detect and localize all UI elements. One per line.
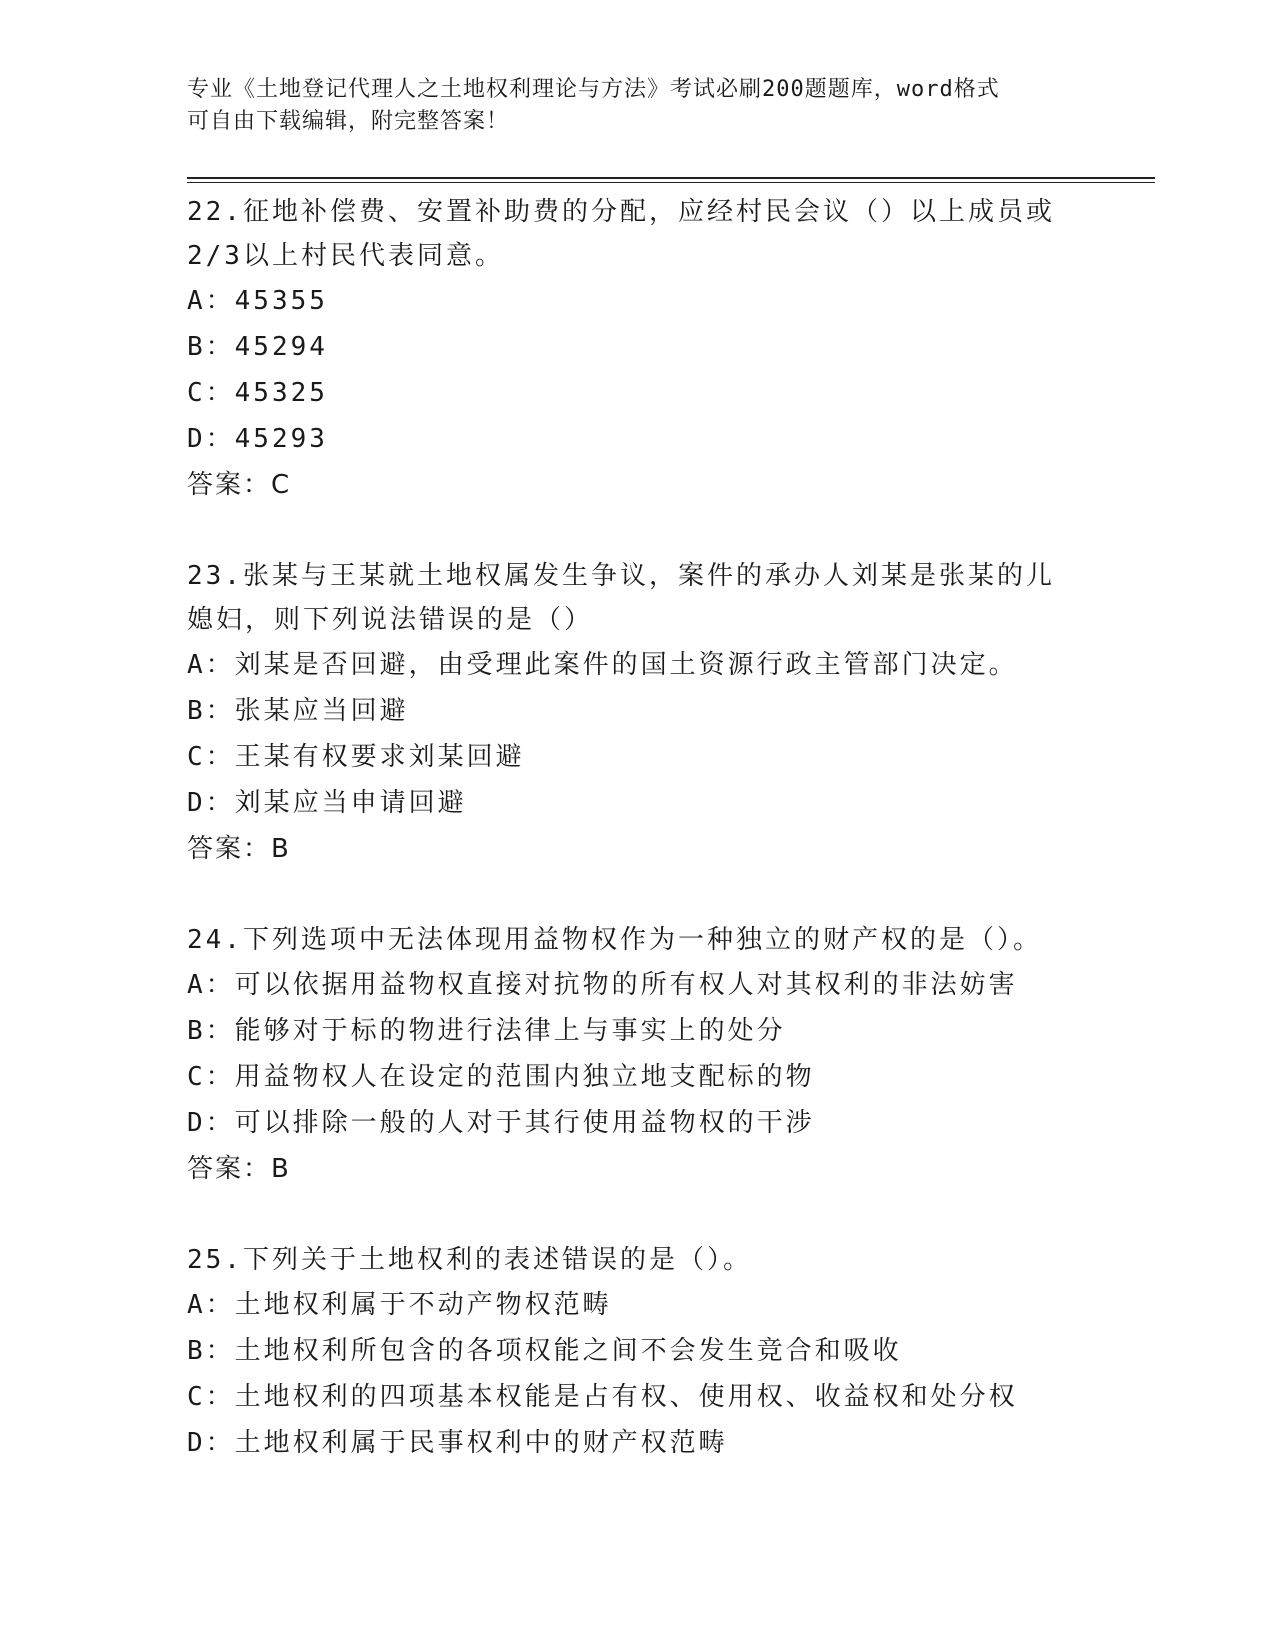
option-a: A：刘某是否回避，由受理此案件的国土资源行政主管部门决定。 <box>187 650 1018 680</box>
option-d: D：土地权利属于民事权利中的财产权范畴 <box>187 1428 728 1458</box>
question-text: 25.下列关于土地权利的表述错误的是（）。 <box>187 1245 752 1275</box>
option-c: C：土地权利的四项基本权能是占有权、使用权、收益权和处分权 <box>187 1382 1018 1412</box>
option-c: C：用益物权人在设定的范围内独立地支配标的物 <box>187 1062 815 1092</box>
answer-line: 答案：B <box>187 834 291 864</box>
option-c: C：45325 <box>187 378 328 408</box>
option-d: D：刘某应当申请回避 <box>187 788 467 818</box>
option-c: C：王某有权要求刘某回避 <box>187 742 525 772</box>
question-25 <box>187 1238 1087 1466</box>
option-d: D：可以排除一般的人对于其行使用益物权的干涉 <box>187 1108 815 1138</box>
option-a: A：土地权利属于不动产物权范畴 <box>187 1290 612 1320</box>
question-text: 22.征地补偿费、安置补助费的分配，应经村民会议（）以上成员或2/3以上村民代表同意。 <box>187 197 1055 271</box>
header-divider-thin <box>187 182 1155 183</box>
question-22 <box>187 190 1087 508</box>
question-23 <box>187 554 1087 872</box>
option-d: D：45293 <box>187 424 328 454</box>
option-a: A：可以依据用益物权直接对抗物的所有权人对其权利的非法妨害 <box>187 970 1018 1000</box>
option-b: B：土地权利所包含的各项权能之间不会发生竞合和吸收 <box>187 1336 902 1366</box>
question-text: 24.下列选项中无法体现用益物权作为一种独立的财产权的是（）。 <box>187 925 1042 955</box>
header-line-1: 专业《土地登记代理人之土地权利理论与方法》考试必刷200题题库，word格式 <box>187 77 1000 102</box>
question-text: 23.张某与王某就土地权属发生争议，案件的承办人刘某是张某的儿媳妇，则下列说法错误的是（） <box>187 561 1055 635</box>
option-b: B：张某应当回避 <box>187 696 409 726</box>
header-line-2: 可自由下载编辑，附完整答案！ <box>187 109 510 134</box>
answer-line: 答案：B <box>187 1154 291 1184</box>
option-a: A：45355 <box>187 286 328 316</box>
answer-line: 答案：C <box>187 470 292 500</box>
option-b: B：45294 <box>187 332 328 362</box>
question-list <box>187 190 1087 1512</box>
header-divider <box>187 177 1155 179</box>
question-24 <box>187 918 1087 1192</box>
document-header <box>187 74 1087 138</box>
option-b: B：能够对于标的物进行法律上与事实上的处分 <box>187 1016 786 1046</box>
